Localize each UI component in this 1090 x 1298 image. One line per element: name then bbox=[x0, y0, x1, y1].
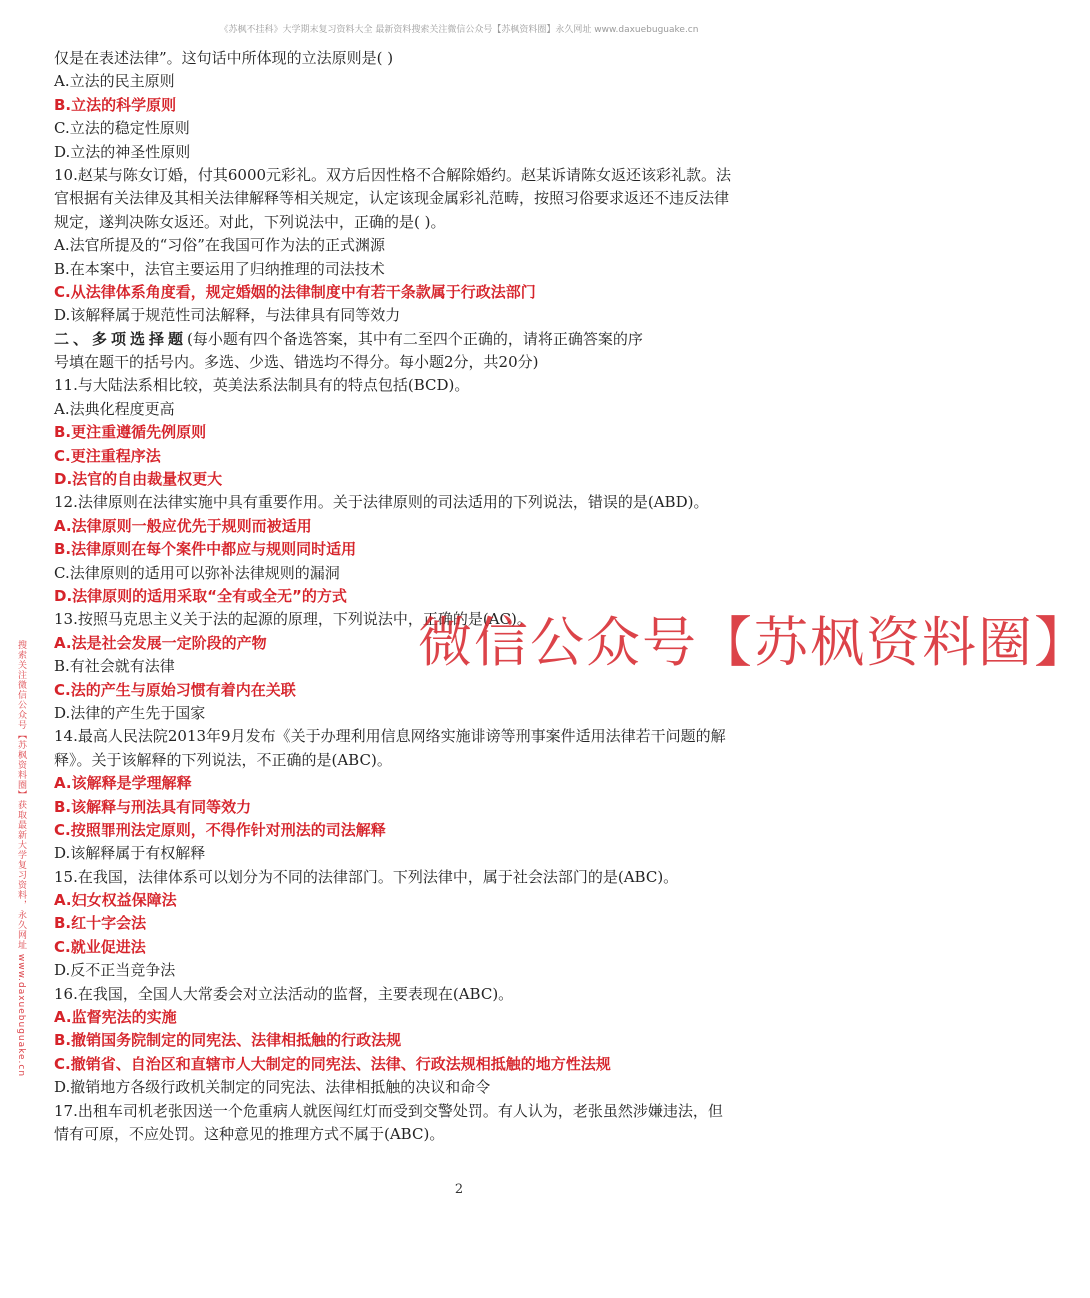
correct-answer-option bbox=[54, 445, 894, 468]
correct-answer-option bbox=[54, 94, 894, 117]
correct-answer-option bbox=[54, 889, 894, 912]
text-line bbox=[54, 749, 894, 772]
correct-answer-option bbox=[54, 819, 894, 842]
text-line bbox=[54, 842, 894, 865]
correct-answer-option bbox=[54, 1029, 894, 1052]
correct-answer-option bbox=[54, 515, 894, 538]
line-text: D.法官的自由裁量权更大 bbox=[54, 470, 223, 489]
text-line bbox=[54, 117, 894, 140]
side-watermark: 搜索关注微信公众号【苏枫资料圈】获取最新大学复习资料，永久网址 www.daxuebuguake.cn bbox=[16, 640, 26, 1078]
line-text: C.从法律体系角度看，规定婚姻的法律制度中有若干条款属于行政法部门 bbox=[54, 282, 536, 301]
line-text: 官根据有关法律及其相关法律解释等相关规定，认定该现金属彩礼范畴，按照习俗要求返还不违反法律 bbox=[54, 189, 730, 208]
line-text: 号填在题干的括号内。多选、少选、错选均不得分。每小题2分，共20分) bbox=[54, 353, 539, 372]
section-heading bbox=[54, 328, 894, 351]
line-text: B.法律原则在每个案件中都应与规则同时适用 bbox=[54, 540, 357, 559]
line-text: C.立法的稳定性原则 bbox=[54, 119, 190, 138]
page-header: 《苏枫不挂科》大学期末复习资料大全 最新资料搜索关注微信公众号【苏枫资料圈】永久网址 www.daxuebuguake.cn bbox=[219, 25, 699, 35]
line-text: D.该解释属于规范性司法解释，与法律具有同等效力 bbox=[54, 306, 401, 325]
line-text: B.红十字会法 bbox=[54, 914, 147, 933]
correct-answer-option bbox=[54, 912, 894, 935]
line-text: 16.在我国，全国人大常委会对立法活动的监督，主要表现在(ABC)。 bbox=[54, 984, 514, 1003]
correct-answer-option bbox=[54, 772, 894, 795]
line-text: 仅是在表述法律”。这句话中所体现的立法原则是( ) bbox=[54, 49, 394, 67]
watermark: 微信公众号【苏枫资料圈】 bbox=[418, 611, 1090, 674]
line-text: 11.与大陆法系相比较，英美法系法制具有的特点包括(BCD)。 bbox=[54, 376, 470, 395]
text-line bbox=[54, 141, 894, 164]
line-text: A.该解释是学理解释 bbox=[54, 774, 192, 793]
line-text: B.立法的科学原则 bbox=[54, 95, 177, 114]
correct-answer-option bbox=[54, 1053, 894, 1076]
text-line bbox=[54, 234, 894, 257]
text-line bbox=[54, 1123, 894, 1146]
line-text: A.法律原则一般应优先于规则而被适用 bbox=[54, 516, 312, 535]
text-line bbox=[54, 983, 894, 1006]
text-line bbox=[54, 1100, 894, 1123]
line-text: D.立法的神圣性原则 bbox=[54, 142, 191, 161]
text-line bbox=[54, 491, 894, 514]
line-text: 规定，遂判决陈女返还。对此，下列说法中，正确的是( )。 bbox=[54, 212, 446, 231]
line-text: B.在本案中，法官主要运用了归纳推理的司法技术 bbox=[54, 259, 385, 278]
line-text: 二、多项选择题 bbox=[54, 329, 188, 348]
line-text: A.法典化程度更高 bbox=[54, 399, 175, 418]
text-line bbox=[54, 211, 894, 234]
line-text: C.法的产生与原始习惯有着内在关联 bbox=[54, 680, 296, 699]
document-body bbox=[54, 47, 894, 1146]
page-number: 2 bbox=[454, 1182, 464, 1197]
correct-answer-option bbox=[54, 281, 894, 304]
text-line bbox=[54, 258, 894, 281]
line-text: C.撤销省、自治区和直辖市人大制定的同宪法、法律、行政法规相抵触的地方性法规 bbox=[54, 1054, 611, 1073]
line-text: D.该解释属于有权解释 bbox=[54, 844, 206, 863]
text-line bbox=[54, 398, 894, 421]
text-line bbox=[54, 187, 894, 210]
line-text: D.撤销地方各级行政机关制定的同宪法、法律相抵触的决议和命令 bbox=[54, 1078, 491, 1097]
line-text: B.该解释与刑法具有同等效力 bbox=[54, 797, 252, 816]
text-line bbox=[54, 562, 894, 585]
line-text: 13.按照马克思主义关于法的起源的原理，下列说法中，正确的是(AC)。 bbox=[54, 610, 532, 629]
line-text: C.法律原则的适用可以弥补法律规则的漏洞 bbox=[54, 563, 340, 582]
text-line bbox=[54, 959, 894, 982]
text-line bbox=[54, 304, 894, 327]
correct-answer-option bbox=[54, 796, 894, 819]
correct-answer-option bbox=[54, 1006, 894, 1029]
line-text: D.法律原则的适用采取“全有或全无”的方式 bbox=[54, 586, 347, 605]
correct-answer-option bbox=[54, 421, 894, 444]
text-line bbox=[54, 374, 894, 397]
line-text: B.更注重遵循先例原则 bbox=[54, 423, 207, 442]
correct-answer-option bbox=[54, 936, 894, 959]
correct-answer-option bbox=[54, 468, 894, 491]
line-text: B.撤销国务院制定的同宪法、法律相抵触的行政法规 bbox=[54, 1031, 402, 1050]
section-instructions: (每小题有四个备选答案，其中有二至四个正确的，请将正确答案的序 bbox=[187, 329, 643, 348]
line-text: A.立法的民主原则 bbox=[54, 72, 175, 91]
text-line bbox=[54, 866, 894, 889]
line-text: D.法律的产生先于国家 bbox=[54, 703, 206, 722]
line-text: A.监督宪法的实施 bbox=[54, 1008, 177, 1027]
text-line bbox=[54, 725, 894, 748]
text-line bbox=[54, 47, 894, 70]
correct-answer-option bbox=[54, 538, 894, 561]
line-text: 14.最高人民法院2013年9月发布《关于办理利用信息网络实施诽谤等刑事案件适用法律若干问题的解 bbox=[54, 727, 726, 746]
text-line bbox=[54, 702, 894, 725]
line-text: A.法官所提及的“习俗”在我国可作为法的正式渊源 bbox=[54, 236, 385, 255]
line-text: A.妇女权益保障法 bbox=[54, 891, 177, 910]
line-text: 17.出租车司机老张因送一个危重病人就医闯红灯而受到交警处罚。有人认为，老张虽然涉嫌违法，但 bbox=[54, 1101, 723, 1120]
line-text: C.更注重程序法 bbox=[54, 446, 161, 465]
correct-answer-option bbox=[54, 679, 894, 702]
line-text: 15.在我国，法律体系可以划分为不同的法律部门。下列法律中，属于社会法部门的是(ABC)。 bbox=[54, 867, 679, 886]
line-text: C.就业促进法 bbox=[54, 937, 146, 956]
line-text: 12.法律原则在法律实施中具有重要作用。关于法律原则的司法适用的下列说法，错误的是(ABD)。 bbox=[54, 493, 709, 512]
text-line bbox=[54, 70, 894, 93]
text-line bbox=[54, 351, 894, 374]
text-line bbox=[54, 164, 894, 187]
line-text: C.按照罪刑法定原则，不得作针对刑法的司法解释 bbox=[54, 820, 386, 839]
line-text: B.有社会就有法律 bbox=[54, 657, 175, 676]
text-line bbox=[54, 1076, 894, 1099]
line-text: 情有可原，不应处罚。这种意见的推理方式不属于(ABC)。 bbox=[54, 1124, 445, 1143]
line-text: 10.赵某与陈女订婚，付其6000元彩礼。双方后因性格不合解除婚约。赵某诉请陈女返还该彩礼款。法 bbox=[54, 165, 732, 184]
line-text: 释》。关于该解释的下列说法，不正确的是(ABC)。 bbox=[54, 750, 392, 769]
line-text: D.反不正当竞争法 bbox=[54, 961, 176, 980]
line-text: A.法是社会发展一定阶段的产物 bbox=[54, 633, 267, 652]
